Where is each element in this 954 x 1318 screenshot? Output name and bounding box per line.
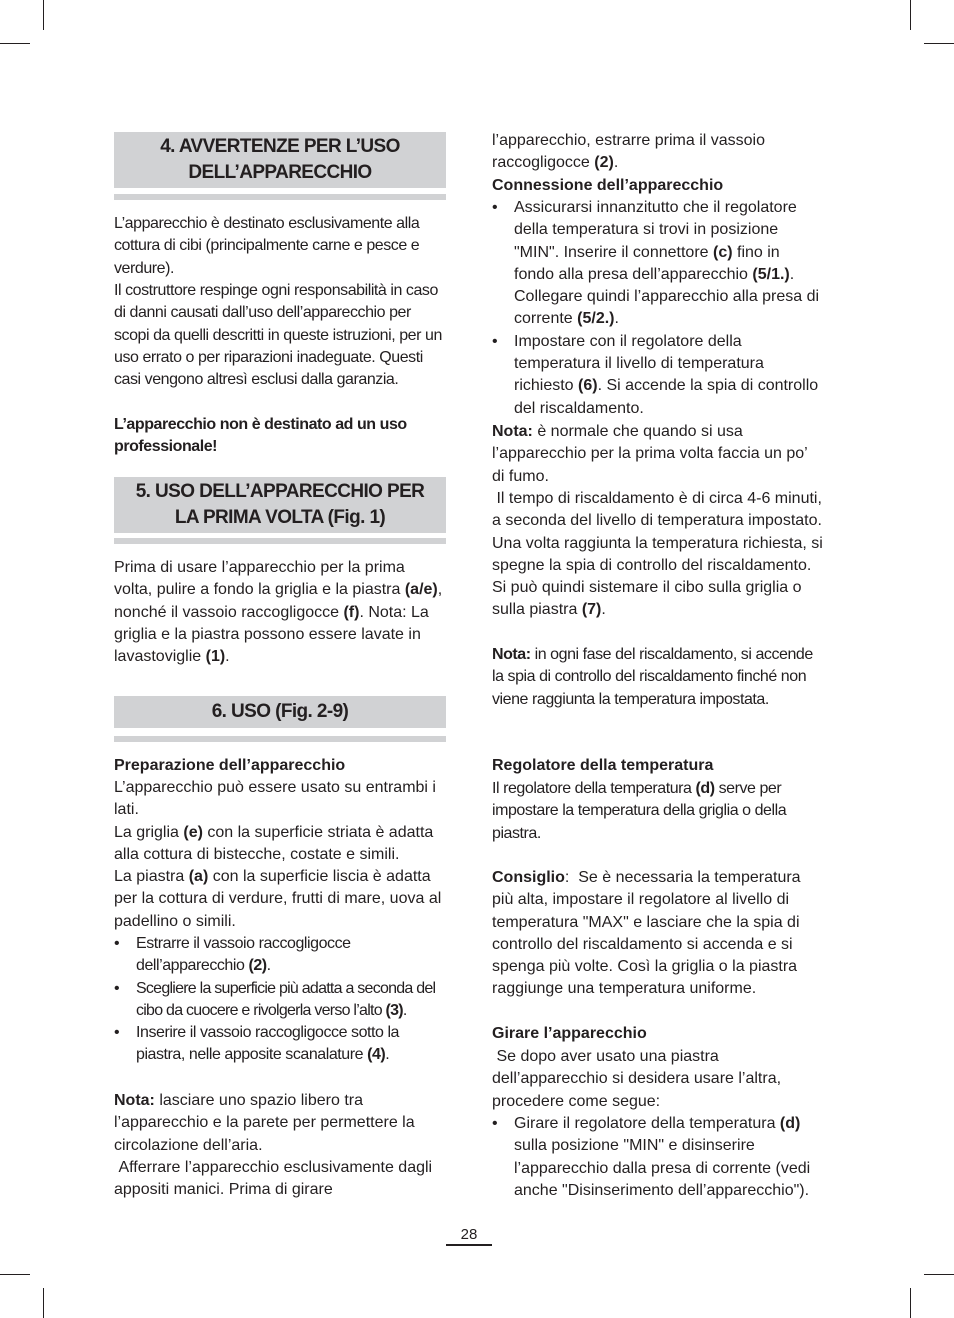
connection-bullet-list [492,197,824,420]
list-item: • Assicurarsi innanzitutto che il regolatore della temperatura si trovi in posizione "MIN". Inserire il connettore (c) fino in fondo alla presa dell’apparecchio (5/1.). Collegare quindi l’apparecchio alla presa di corrente (5/2.). [492,197,824,331]
s6-p2-text-c: con la superficie striata è adatta alla cottura di bistecche, costate e simili. [114,824,434,864]
flip-subtitle: Girare l’apparecchio [492,1025,647,1042]
note-2-label: Nota: [492,646,531,663]
section-6-paragraph-2 [114,822,446,867]
section-5-paragraph [114,557,446,668]
rb1-ref-52: (5/2.) [577,310,615,328]
s5-text-b: , nonché il vassoio raccogligocce [114,581,443,621]
section-6-afferrare: Afferrare l’apparecchio esclusivamente dagli appositi manici. Prima di girare [114,1159,437,1199]
section-6-rule [114,736,446,742]
s5-text-d: . [225,648,230,666]
flip-paragraph: Se dopo aver usato una piastra dell’apparecchio si desidera usare l’altra, procedere come segue: [492,1048,786,1110]
page-number: 28 [460,1226,478,1243]
connection-subtitle: Connessione dell’apparecchio [492,177,724,194]
tip-label: Consiglio [492,869,565,886]
note-2 [492,644,824,711]
s5-ref-ae: (a/e) [404,581,438,599]
bullet-2-text: Scegliere la superficie più adatta a seconda del cibo da cuocere e rivolgerla verso l’alto [136,979,436,1019]
crop-mark-tl-v [43,0,44,30]
list-item: • Inserire il vassoio raccogligocce sotto la piastra, nelle apposite scanalature (4). [114,1022,446,1067]
continuation-paragraph: l’apparecchio, estrarre prima il vassoio raccogligocce (2). [492,132,765,172]
rb2-ref-6: (6) [578,377,598,395]
section-5-rule [114,538,446,544]
section-5-heading [114,477,446,533]
regulator-subtitle: Regolatore della temperatura [492,757,714,774]
bullet-2-ref: (3) [385,1001,403,1019]
cont-ref-2: (2) [594,154,614,172]
rb1-text-c: fino in fondo alla presa dell’apparecchio [514,243,780,283]
reg-text-c: serve per impostare la temperatura della griglia o della piastra. [492,780,787,842]
rb3-text-c: sulla posizione "MIN" e disinserire l’apparecchio dalla presa di corrente (vedi anche "Disinserimento dell’apparecchio"). [514,1137,811,1199]
rb1-text-e: . Collegare quindi l’apparecchio alla presa di corrente [514,265,820,328]
note-text: lasciare uno spazio libero tra l’apparecchio e la parete per permettere la circolazione dell’aria. [114,1092,415,1154]
crop-mark-bl-h [0,1274,30,1275]
s6-p3-text-c: con la superficie liscia è adatta per la cottura di verdure, frutti di mare, uova al padellino o simili. [114,868,442,930]
heating-ref-7: (7) [581,601,602,619]
bullet-1-ref: (2) [248,957,267,975]
heating-text: Il tempo di riscaldamento è di circa 4-6 minuti, a seconda del livello di temperatura impostato. Una volta raggiunta la temperatura richiesta, si spegne la spia di controllo del riscaldamento. Si può quindi sistemare il cibo sulla griglia o sulla piastra [492,490,828,619]
section-4-paragraph-2: Il costruttore respinge ogni responsabilità in caso di danni causati dall’uso dell’apparecchio per scopi da quelli descritti in queste istruzioni, per un uso errato o per riparazioni inadeguate. Questi casi vengono altresì esclusi dalla garanzia. [114,282,442,389]
list-item: • Scegliere la superficie più adatta a seconda del cibo da cuocere e rivolgerla verso l’alto (3). [114,978,446,1023]
tip-paragraph [492,867,824,1001]
crop-mark-tr-h [924,43,954,44]
regulator-paragraph [492,778,824,845]
s5-text-a: Prima di usare l’apparecchio per la prima volta, pulire a fondo la griglia e la piastra [114,559,405,599]
section-4-paragraph-1: L’apparecchio è destinato esclusivamente alla cottura di cibi (principalmente carne e pesce e verdure). [114,215,420,277]
section-4-bold-note: L’apparecchio non è destinato ad un uso professionale! [114,416,407,456]
section-6-heading [114,696,446,728]
section-4-rule [114,194,446,200]
crop-mark-tl-h [0,43,30,44]
note-2-text: in ogni fase del riscaldamento, si accende la spia di controllo del riscaldamento finché non viene raggiunta la temperatura impostata. [492,646,813,708]
section-6-heading-text: 6. USO (Fig. 2-9) [114,696,446,728]
rb2-text-a: Impostare con il regolatore della temperatura il livello di temperatura richiesto [514,332,764,395]
heating-time-paragraph: Il tempo di riscaldamento è di circa 4-6 minuti, a seconda del livello di temperatura impostato. Una volta raggiunta la temperatura richiesta, si spegne la spia di controllo del riscaldamento. Si può quindi sistemare il cibo sulla griglia o sulla piastra (7). [492,490,828,619]
s6-ref-a: (a) [188,868,209,885]
note-label: Nota: [114,1092,155,1109]
rb3-text-a: Girare il regolatore della temperatura [514,1115,780,1132]
rb3-ref-d: (d) [779,1115,801,1132]
rb1-ref-51: (5/1.) [752,265,790,283]
s5-ref-f: (f) [343,603,360,621]
list-item: • Estrarre il vassoio raccogligocce dell’apparecchio (2). [114,933,446,978]
section-6-paragraph-3 [114,866,446,933]
section-6-bullet-list [114,933,446,1067]
rb2-text-c: . Si accende la spia di controllo del riscaldamento. [514,377,819,417]
note-1-text: è normale che quando si usa l’apparecchio per la prima volta faccia un po’ di fumo. [492,423,808,485]
section-4-heading-text: 4. AVVERTENZE PER L’USO DELL’APPARECCHIO [114,132,446,188]
crop-mark-br-v [910,1288,911,1318]
s6-p3-text-a: La piastra [114,868,189,885]
list-item [492,331,824,420]
reg-text-a: Il regolatore della temperatura [492,780,696,797]
crop-mark-tr-v [910,0,911,30]
crop-mark-br-h [924,1274,954,1275]
tip-text: : Se è necessaria la temperatura più alta, impostare il regolatore al livello di temperatura "MAX" e lasciare che la spia di controllo del riscaldamento si accenda e si spenga più volte. Così la griglia o la piastra raggiunge una temperatura uniforme. [492,869,806,998]
s5-ref-1: (1) [205,648,226,666]
reg-ref-d: (d) [695,780,715,797]
note-1 [492,421,824,488]
section-5-heading-text: 5. USO DELL’APPARECCHIO PER LA PRIMA VOLTA (Fig. 1) [114,477,446,533]
section-4-heading [114,132,446,188]
rb1-ref-c: (c) [712,243,733,261]
section-6-subtitle: Preparazione dell’apparecchio [114,757,346,774]
bullet-3-ref: (4) [367,1046,386,1064]
s5-text-c: . Nota: La griglia e la piastra possono essere lavate in lavastoviglie [114,603,429,666]
section-6-note [114,1090,446,1157]
bullet-1-text: Estrarre il vassoio raccogligocce dell’apparecchio [136,935,351,975]
bullet-3-text: Inserire il vassoio raccogligocce sotto la piastra, nelle apposite scanalature [136,1024,400,1064]
flip-bullet-list [492,1113,824,1202]
list-item [492,1113,824,1202]
s6-p2-text-a: La griglia [114,824,184,841]
note-1-label: Nota: [492,423,533,440]
crop-mark-bl-v [43,1288,44,1318]
rb1-text-a: Assicurarsi innanzitutto che il regolatore della temperatura si trovi in posizione "MIN". Inserire il connettore [514,199,797,261]
cont-text: l’apparecchio, estrarre prima il vassoio raccogligocce [492,132,765,172]
s6-ref-e: (e) [183,824,203,841]
page-number-underline [446,1244,492,1246]
section-6-paragraph-1: L’apparecchio può essere usato su entrambi i lati. [114,779,436,819]
